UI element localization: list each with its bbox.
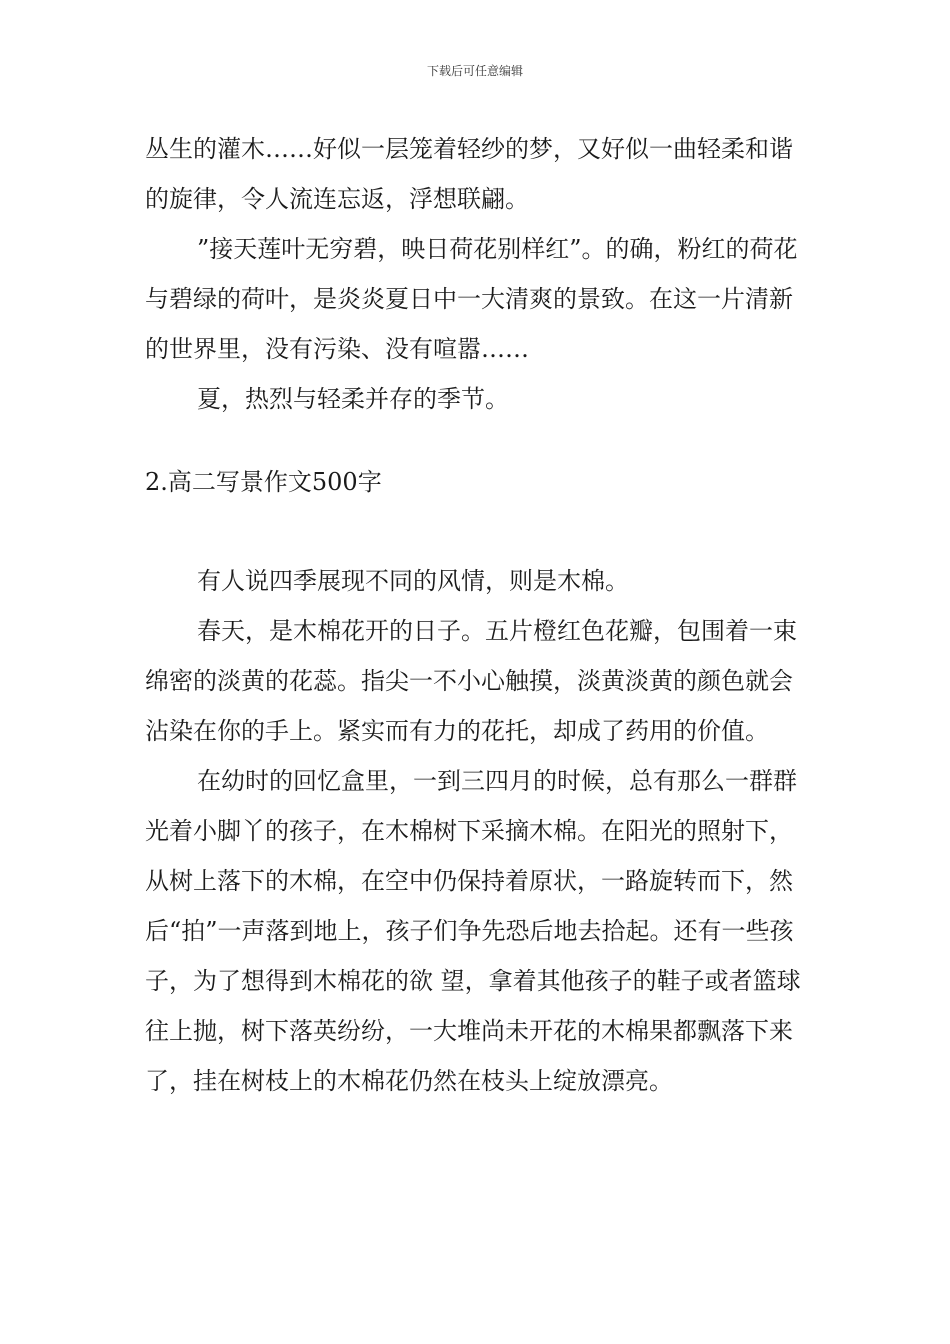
paragraph: 有人说四季展现不同的风情，则是木棉。	[197, 567, 629, 595]
paragraph: 夏，热烈与轻柔并存的季节。	[197, 385, 509, 413]
section-heading: 2.高二写景作文500字	[145, 468, 382, 496]
paragraph: 春天，是木棉花开的日子。五片橙红色花瓣，包围着一束绵密的淡黄的花蕊。指尖一不小心触摸，淡黄淡黄的颜色就会沾染在你的手上。紧实而有力的花托，却成了药用的价值。	[145, 617, 797, 745]
paragraph: ”接天莲叶无穷碧，映日荷花别样红”。的确，粉红的荷花与碧绿的荷叶，是炎炎夏日中一大清爽的景致。在这一片清新的世界里，没有污染、没有喧嚣……	[145, 235, 798, 363]
paragraph: 丛生的灌木……好似一层笼着轻纱的梦，又好似一曲轻柔和谐的旋律，令人流连忘返，浮想联翩。	[145, 135, 793, 213]
page-header: 下载后可任意编辑	[426, 64, 523, 78]
document-body	[145, 124, 810, 1106]
paragraph: 在幼时的回忆盒里，一到三四月的时候，总有那么一群群光着小脚丫的孩子，在木棉树下采摘木棉。在阳光的照射下，从树上落下的木棉，在空中仍保持着原状，一路旋转而下，然后“拍”一声落到地上，孩子们争先恐后地去拾起。还有一些孩子，为了想得到木棉花的欲 望，拿着其他孩子的鞋子或者篮球往上抛，树下落英纷纷，一大堆尚未开花的木棉果都飘落下来了，挂在树枝上的木棉花仍然在枝头上绽放漂亮。	[145, 767, 801, 1095]
